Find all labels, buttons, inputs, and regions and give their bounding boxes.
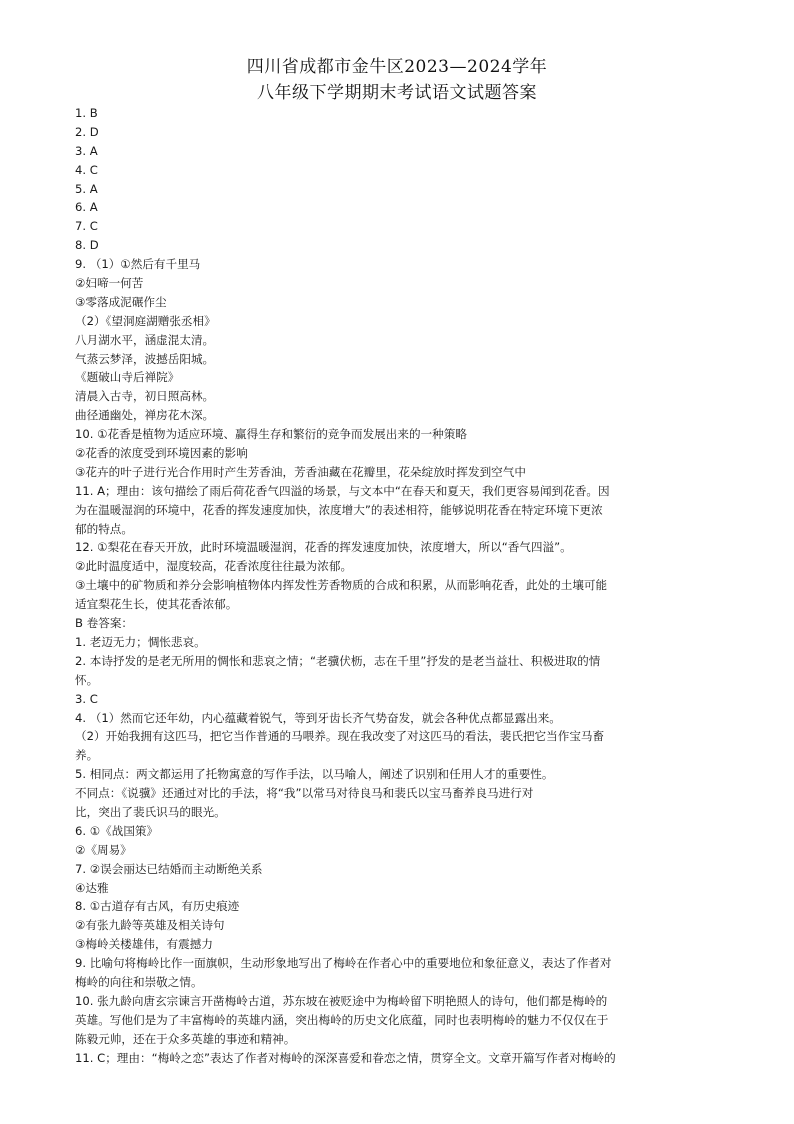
answer-line: ②有张九龄等英雄及相关诗句 bbox=[75, 918, 225, 933]
answer-line: （2）《望洞庭湖赠张丞相》 bbox=[75, 313, 216, 328]
answer-line: 2. 本诗抒发的是老无所用的惆怅和悲哀之情；“老骥伏枥，志在千里”抒发的是老当益壮、积极进取的情 bbox=[75, 653, 601, 668]
answer-line: 4. （1）然而它还年幼，内心蕴藏着锐气，等到牙齿长齐气势奋发，就会各种优点都显露出来。 bbox=[75, 710, 561, 725]
answer-line: ③土壤中的矿物质和养分会影响植物体内挥发性芳香物质的合成和积累，从而影响花香，此处的土壤可能 bbox=[75, 578, 608, 593]
answer-line: 8. ①古道存有古风，有历史痕迹 bbox=[75, 899, 240, 914]
answer-line: 7. C bbox=[75, 219, 98, 234]
answer-line: 8. D bbox=[75, 238, 99, 253]
answer-line: ②妇啼一何苦 bbox=[75, 276, 144, 291]
answer-line: 12. ①梨花在春天开放，此时环境温暖湿润，花香的挥发速度加快，浓度增大，所以“香气四溢”。 bbox=[75, 540, 572, 555]
answer-line: 不同点：《说骥》还通过对比的手法，将“我”以常马对待良马和裴氏以宝马畜养良马进行对 bbox=[75, 786, 534, 801]
answer-line: 9. 比喻句将梅岭比作一面旗帜，生动形象地写出了梅岭在作者心中的重要地位和象征意义，表达了作者对 bbox=[75, 956, 612, 971]
answer-line: 9. （1）①然后有千里马 bbox=[75, 257, 201, 272]
answer-line: 陈毅元帅，还在于众多英雄的事迹和精神。 bbox=[75, 1031, 296, 1046]
answer-line: ②此时温度适中，湿度较高，花香浓度往往最为浓郁。 bbox=[75, 559, 353, 574]
answer-line: 11. A；理由：该句描绘了雨后荷花香气四溢的场景，与文本中“在春天和夏天，我们更容易闻到花香。因 bbox=[75, 483, 610, 498]
answer-line: 6. A bbox=[75, 200, 98, 215]
answer-line: 八月湖水平，涵虚混太清。 bbox=[75, 332, 215, 347]
answer-line: 郁的特点。 bbox=[75, 521, 133, 536]
answer-line: 10. ①花香是植物为适应环境、赢得生存和繁衍的竞争而发展出来的一种策略 bbox=[75, 427, 467, 442]
document-title-line-1: 四川省成都市金牛区2023—2024学年 bbox=[246, 57, 548, 77]
answer-line: ③梅岭关楼雄伟，有震撼力 bbox=[75, 937, 213, 952]
answer-line: 5. A bbox=[75, 181, 98, 196]
answer-body bbox=[75, 104, 721, 1067]
answer-line: 比，突出了裴氏识马的眼光。 bbox=[75, 804, 226, 819]
answer-line: ④达雅 bbox=[75, 880, 109, 895]
answer-line: ②《周易》 bbox=[75, 842, 132, 857]
answer-line: 清晨入古寺，初日照高林。 bbox=[75, 389, 215, 404]
answer-line: 曲径通幽处，禅房花木深。 bbox=[75, 408, 215, 423]
answer-line: ②花香的浓度受到环境因素的影响 bbox=[75, 446, 248, 461]
answer-line: 养。 bbox=[75, 748, 99, 763]
answer-line: 为在温暖湿润的环境中，花香的挥发速度加快，浓度增大”的表述相符，能够说明花香在特定环境下更浓 bbox=[75, 502, 603, 517]
answer-line: 适宜梨花生长，使其花香浓郁。 bbox=[75, 597, 238, 612]
answer-line: 怀。 bbox=[75, 672, 99, 687]
answer-line: 英雄。写他们是为了丰富梅岭的英雄内涵，突出梅岭的历史文化底蕴，同时也表明梅岭的魅力不仅仅在于 bbox=[75, 1012, 609, 1027]
document-title-line-2: 八年级下学期期末考试语文试题答案 bbox=[257, 83, 537, 103]
answer-line: 5. 相同点：两文都运用了托物寓意的写作手法，以马喻人，阐述了识别和任用人才的重要性。 bbox=[75, 767, 554, 782]
answer-line: ③零落成泥碾作尘 bbox=[75, 294, 167, 309]
answer-line: 6. ①《战国策》 bbox=[75, 823, 159, 838]
answer-line: 4. C bbox=[75, 162, 98, 177]
answer-line: 1. B bbox=[75, 106, 98, 120]
answer-line: 10. 张九龄向唐玄宗谏言开凿梅岭古道，苏东坡在被贬途中为梅岭留下明艳照人的诗句，他们都是梅岭的 bbox=[75, 993, 608, 1008]
answer-line: 2. D bbox=[75, 124, 99, 139]
answer-line: 《题破山寺后禅院》 bbox=[75, 370, 180, 385]
answer-line: 梅岭的向往和崇敬之情。 bbox=[75, 974, 203, 989]
answer-line: ③花卉的叶子进行光合作用时产生芳香油，芳香油藏在花瓣里，花朵绽放时挥发到空气中 bbox=[75, 464, 526, 479]
answer-line: 3. A bbox=[75, 143, 98, 158]
answer-line: 11. C；理由：“梅岭之恋”表达了作者对梅岭的深深喜爱和眷恋之情，贯穿全文。文章开篇写作者对梅岭的 bbox=[75, 1050, 616, 1065]
answer-line: 气蒸云梦泽，波撼岳阳城。 bbox=[75, 351, 215, 366]
answer-line: 1. 老迈无力；惆怅悲哀。 bbox=[75, 634, 206, 649]
answer-line: B 卷答案： bbox=[75, 616, 134, 631]
answer-line: （2）开始我拥有这匹马，把它当作普通的马喂养。现在我改变了对这匹马的看法，裴氏把它当作宝马畜 bbox=[75, 729, 605, 744]
answer-line: 3. C bbox=[75, 691, 98, 706]
answer-line: 7. ②误会丽达已结婚而主动断绝关系 bbox=[75, 861, 263, 876]
